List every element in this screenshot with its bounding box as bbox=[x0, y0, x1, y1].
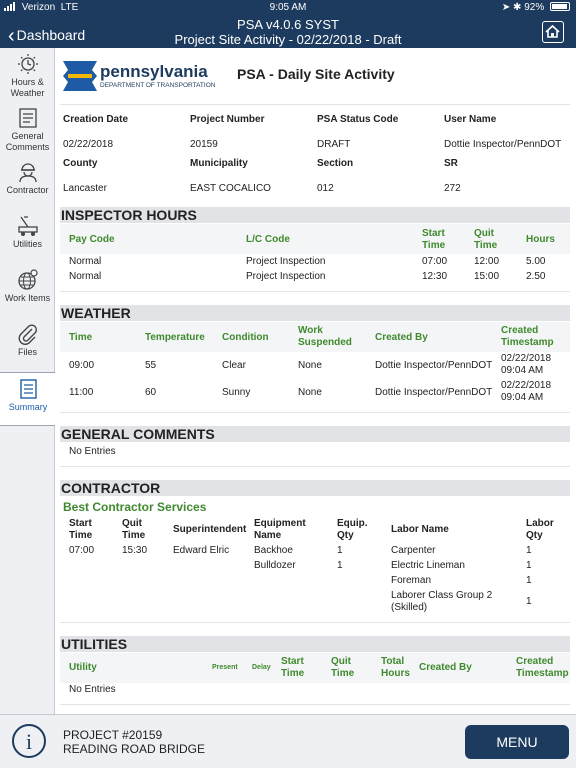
utility-truck-icon bbox=[16, 214, 40, 238]
hours: 2.50 bbox=[526, 271, 546, 282]
sidebar-label: Summary bbox=[8, 402, 48, 412]
project-name: READING ROAD BRIDGE bbox=[63, 742, 206, 756]
section-header-contractor: CONTRACTOR bbox=[60, 480, 570, 496]
info-icon[interactable]: i bbox=[12, 724, 46, 758]
col-equip-qty: Equip. Qty bbox=[337, 518, 368, 541]
section-header-general-comments: GENERAL COMMENTS bbox=[60, 426, 570, 442]
sidebar-label: Work Items bbox=[4, 293, 51, 303]
battery-icon bbox=[550, 2, 570, 11]
col-time: Time bbox=[69, 332, 93, 343]
chevron-left-icon: ‹ bbox=[8, 25, 15, 47]
col-lc-code: L/C Code bbox=[246, 234, 290, 245]
time: 11:00 bbox=[69, 387, 94, 398]
superintendent: Edward Elric bbox=[173, 545, 230, 556]
section-header-inspector-hours: INSPECTOR HOURS bbox=[60, 207, 570, 223]
created-by: Dottie Inspector/PennDOT bbox=[375, 360, 493, 371]
labor-name: Laborer Class Group 2 (Skilled) bbox=[391, 590, 493, 613]
sidebar-label-2: Weather bbox=[10, 88, 45, 98]
sidebar-item-work-items[interactable] bbox=[0, 264, 55, 318]
col-created-by: Created By bbox=[419, 662, 472, 673]
col-quit-time: Quit Time bbox=[122, 518, 146, 541]
sidebar-item-hours-weather[interactable] bbox=[0, 48, 55, 102]
header-label: User Name bbox=[444, 114, 497, 125]
sidebar-item-files[interactable] bbox=[0, 318, 55, 372]
col-temperature: Temperature bbox=[145, 332, 205, 343]
work-suspended: None bbox=[298, 360, 322, 371]
col-quit-time: Quit Time bbox=[474, 228, 498, 251]
battery-percent: 92% bbox=[524, 2, 545, 13]
col-hours: Hours bbox=[526, 234, 555, 245]
quit-time: 12:00 bbox=[474, 256, 500, 267]
col-start-time: Start Time bbox=[422, 228, 446, 251]
project-info bbox=[63, 728, 205, 756]
report-content bbox=[55, 48, 576, 714]
labor-name: Carpenter bbox=[391, 545, 436, 556]
globe-pin-icon bbox=[16, 268, 40, 292]
sidebar-label: Files bbox=[17, 347, 37, 357]
equipment-qty: 1 bbox=[337, 560, 343, 571]
col-created-timestamp: Created Timestamp bbox=[516, 656, 569, 679]
col-work-suspended: Work Suspended bbox=[298, 325, 352, 348]
logo-dept: DEPARTMENT OF TRANSPORTATION bbox=[100, 82, 216, 89]
header-value: 02/22/2018 bbox=[63, 139, 114, 150]
sidebar-item-summary[interactable] bbox=[0, 372, 56, 426]
work-suspended: None bbox=[298, 387, 322, 398]
header-value: DRAFT bbox=[317, 139, 351, 150]
penndot-keystone-logo bbox=[63, 61, 97, 91]
labor-qty: 1 bbox=[526, 545, 532, 556]
header-value: EAST COCALICO bbox=[190, 183, 271, 194]
col-equipment-name: Equipment Name bbox=[254, 518, 306, 541]
quit-time: 15:00 bbox=[474, 271, 500, 282]
title-line-1: PSA v4.0.6 SYST bbox=[237, 17, 339, 32]
status-bar bbox=[0, 0, 576, 16]
header-label: Creation Date bbox=[63, 114, 129, 125]
labor-name: Electric Lineman bbox=[391, 560, 465, 571]
network: LTE bbox=[60, 2, 79, 13]
paperclip-icon bbox=[16, 322, 40, 346]
equipment-name: Bulldozer bbox=[254, 560, 296, 571]
labor-name: Foreman bbox=[391, 575, 432, 586]
home-button[interactable] bbox=[542, 21, 564, 43]
page-title bbox=[0, 17, 576, 47]
header-value: 272 bbox=[444, 183, 461, 194]
lc-code: Project Inspection bbox=[246, 271, 326, 282]
temperature: 60 bbox=[145, 387, 157, 398]
lc-code: Project Inspection bbox=[246, 256, 326, 267]
labor-qty: 1 bbox=[526, 575, 532, 586]
sidebar-label: Contractor bbox=[6, 185, 49, 195]
contractor-start-time: 07:00 bbox=[69, 545, 95, 556]
sidebar-label: General bbox=[11, 131, 44, 141]
header-label: County bbox=[63, 158, 98, 169]
pay-code: Normal bbox=[69, 271, 102, 282]
sidebar-item-general-comments[interactable] bbox=[0, 102, 55, 156]
section-header-weather: WEATHER bbox=[60, 305, 570, 321]
empty-message: No Entries bbox=[69, 684, 116, 695]
header-label: PSA Status Code bbox=[317, 114, 399, 125]
summary-document-icon bbox=[16, 377, 40, 401]
equipment-name: Backhoe bbox=[254, 545, 293, 556]
col-total-hours: Total Hours bbox=[381, 656, 410, 679]
home-icon bbox=[543, 22, 562, 41]
col-utility: Utility bbox=[69, 662, 97, 673]
col-quit-time: Quit Time bbox=[331, 656, 355, 679]
clock-sun-icon bbox=[16, 52, 40, 76]
condition: Sunny bbox=[222, 387, 251, 398]
section-header-utilities: UTILITIES bbox=[60, 636, 570, 652]
col-created-by: Created By bbox=[375, 332, 428, 343]
created-timestamp: 02/22/2018 09:04 AM bbox=[501, 380, 552, 403]
col-delay: Delay bbox=[252, 664, 271, 671]
header-label: SR bbox=[444, 158, 458, 169]
contractor-quit-time: 15:30 bbox=[122, 545, 148, 556]
empty-message: No Entries bbox=[69, 446, 116, 457]
condition: Clear bbox=[222, 360, 246, 371]
labor-qty: 1 bbox=[526, 560, 532, 571]
start-time: 07:00 bbox=[422, 256, 448, 267]
clock: 9:05 AM bbox=[269, 2, 307, 13]
contractor-name: Best Contractor Services bbox=[63, 500, 207, 514]
header-label: Project Number bbox=[190, 114, 265, 125]
labor-qty: 1 bbox=[526, 596, 532, 607]
sidebar-label-2: Comments bbox=[5, 142, 50, 152]
carrier: Verizon bbox=[21, 2, 56, 13]
created-timestamp: 02/22/2018 09:04 AM bbox=[501, 353, 552, 376]
report-title: PSA - Daily Site Activity bbox=[237, 66, 395, 82]
menu-button[interactable]: MENU bbox=[465, 725, 569, 759]
sidebar-item-utilities[interactable] bbox=[0, 210, 55, 264]
col-labor-qty: Labor Qty bbox=[526, 518, 554, 541]
col-superintendent: Superintendent bbox=[173, 524, 247, 535]
header-label: Section bbox=[317, 158, 354, 169]
hours: 5.00 bbox=[526, 256, 546, 267]
equipment-qty: 1 bbox=[337, 545, 343, 556]
back-label: Dashboard bbox=[16, 27, 86, 43]
header-value: Dottie Inspector/PennDOT bbox=[444, 139, 562, 150]
pay-code: Normal bbox=[69, 256, 102, 267]
status-right bbox=[502, 2, 570, 13]
col-pay-code: Pay Code bbox=[69, 234, 115, 245]
col-start-time: Start Time bbox=[281, 656, 305, 679]
title-line-2: Project Site Activity - 02/22/2018 - Draft bbox=[174, 32, 402, 47]
header-value: 012 bbox=[317, 183, 334, 194]
logo-name: pennsylvania bbox=[100, 62, 208, 81]
col-present: Present bbox=[212, 664, 238, 671]
sidebar-label: Hours & bbox=[11, 77, 44, 87]
col-start-time: Start Time bbox=[69, 518, 93, 541]
nav-bar bbox=[0, 16, 576, 48]
start-time: 12:30 bbox=[422, 271, 448, 282]
location-icon: ➤ bbox=[501, 2, 511, 13]
sidebar bbox=[0, 48, 55, 714]
bluetooth-icon: ✱ bbox=[513, 2, 522, 13]
sidebar-item-contractor[interactable] bbox=[0, 156, 55, 210]
col-created-timestamp: Created Timestamp bbox=[501, 325, 554, 348]
hardhat-worker-icon bbox=[16, 160, 40, 184]
header-label: Municipality bbox=[190, 158, 248, 169]
header-value: Lancaster bbox=[63, 183, 107, 194]
header-value: 20159 bbox=[190, 139, 218, 150]
created-by: Dottie Inspector/PennDOT bbox=[375, 387, 493, 398]
footer-bar bbox=[0, 714, 576, 768]
col-condition: Condition bbox=[222, 332, 269, 343]
project-number: PROJECT #20159 bbox=[63, 728, 163, 742]
notepad-icon bbox=[16, 106, 40, 130]
time: 09:00 bbox=[69, 360, 95, 371]
sidebar-label: Utilities bbox=[12, 239, 42, 249]
temperature: 55 bbox=[145, 360, 157, 371]
col-labor-name: Labor Name bbox=[391, 524, 449, 535]
